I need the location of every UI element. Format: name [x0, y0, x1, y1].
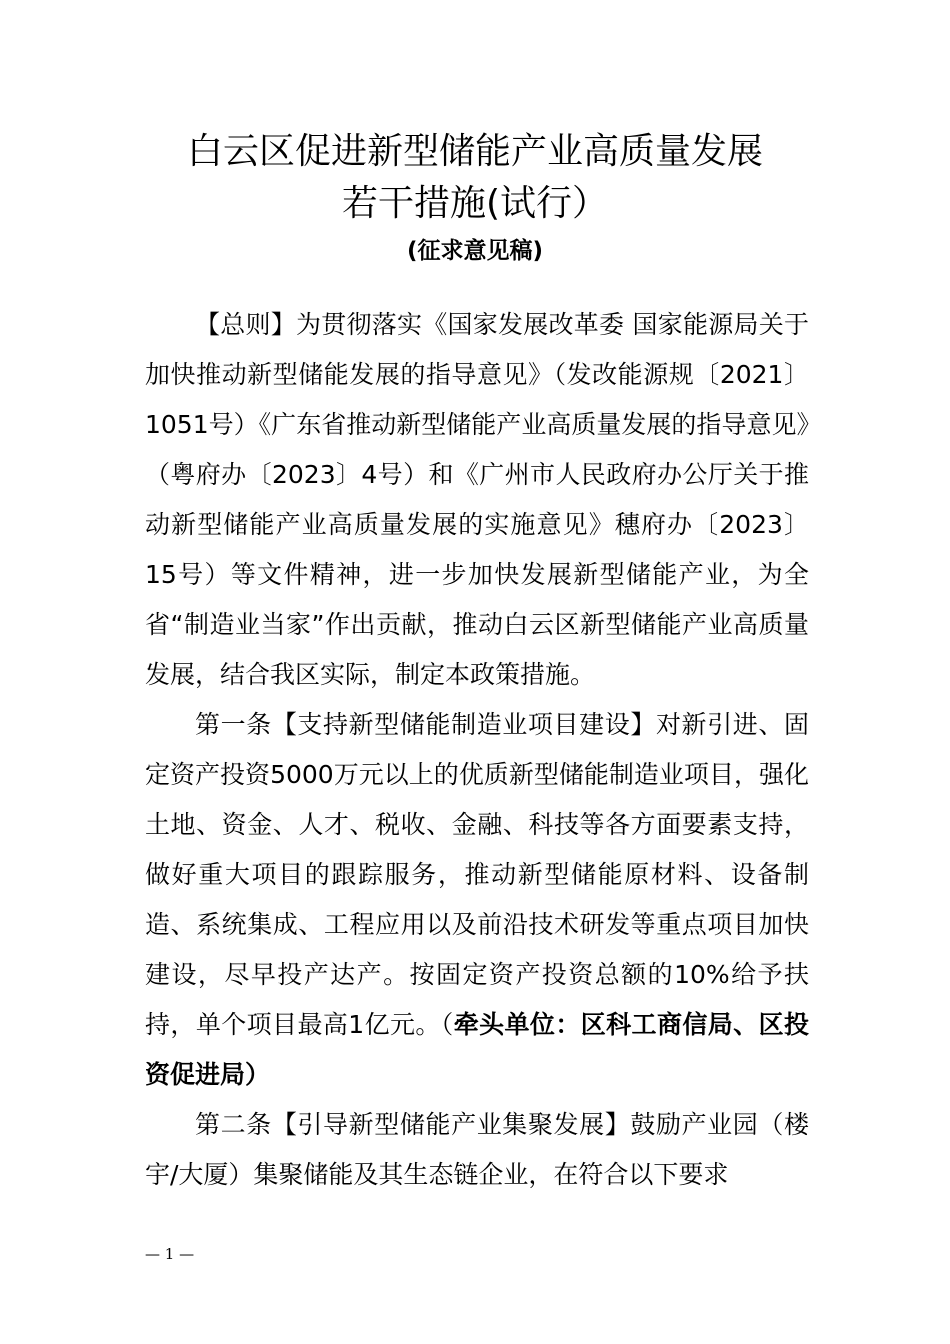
lead-unit-text: 牵头单位：区科工商信局、区投资促进局）	[145, 1010, 809, 1089]
document-title-line-1: 白云区促进新型储能产业高质量发展	[186, 131, 763, 172]
page-number: — 1 —	[145, 1245, 195, 1263]
paragraph-text: 第一条【支持新型储能制造业项目建设】对新引进、固定资产投资5000万元以上的优质新型储能制造业项目，强化土地、资金、人才、税收、金融、科技等各方面要素支持，做好重大项目的跟踪服务，推动新型储能原材料、设备制造、系统集成、工程应用以及前沿技术研发等重点项目加快建设，尽早投产达产。按固定资产投资总额的10%给予扶持，单个项目最高1亿元。（	[145, 710, 809, 1039]
document-body	[145, 300, 809, 1200]
paragraph-article-1	[145, 700, 809, 1100]
document-title-line-2: 若干措施(试行）	[341, 183, 609, 224]
paragraph-text: 【总则】为贯彻落实《国家发展改革委 国家能源局关于加快推动新型储能发展的指导意见》（发改能源规〔2021〕1051号）《广东省推动新型储能产业高质量发展的指导意见》（粤府办〔2023〕4号）和《广州市人民政府办公厅关于推动新型储能产业高质量发展的实施意见》穗府办〔2023〕15号）等文件精神，进一步加快发展新型储能产业，为全省“制造业当家”作出贡献，推动白云区新型储能产业高质量发展，结合我区实际，制定本政策措施。	[145, 310, 809, 689]
paragraph-general-principles	[145, 300, 809, 700]
document-subtitle: (征求意见稿)	[406, 238, 544, 264]
paragraph-article-2	[145, 1100, 809, 1200]
paragraph-text: 第二条【引导新型储能产业集聚发展】鼓励产业园（楼宇/大厦）集聚储能及其生态链企业，在符合以下要求	[145, 1110, 809, 1189]
